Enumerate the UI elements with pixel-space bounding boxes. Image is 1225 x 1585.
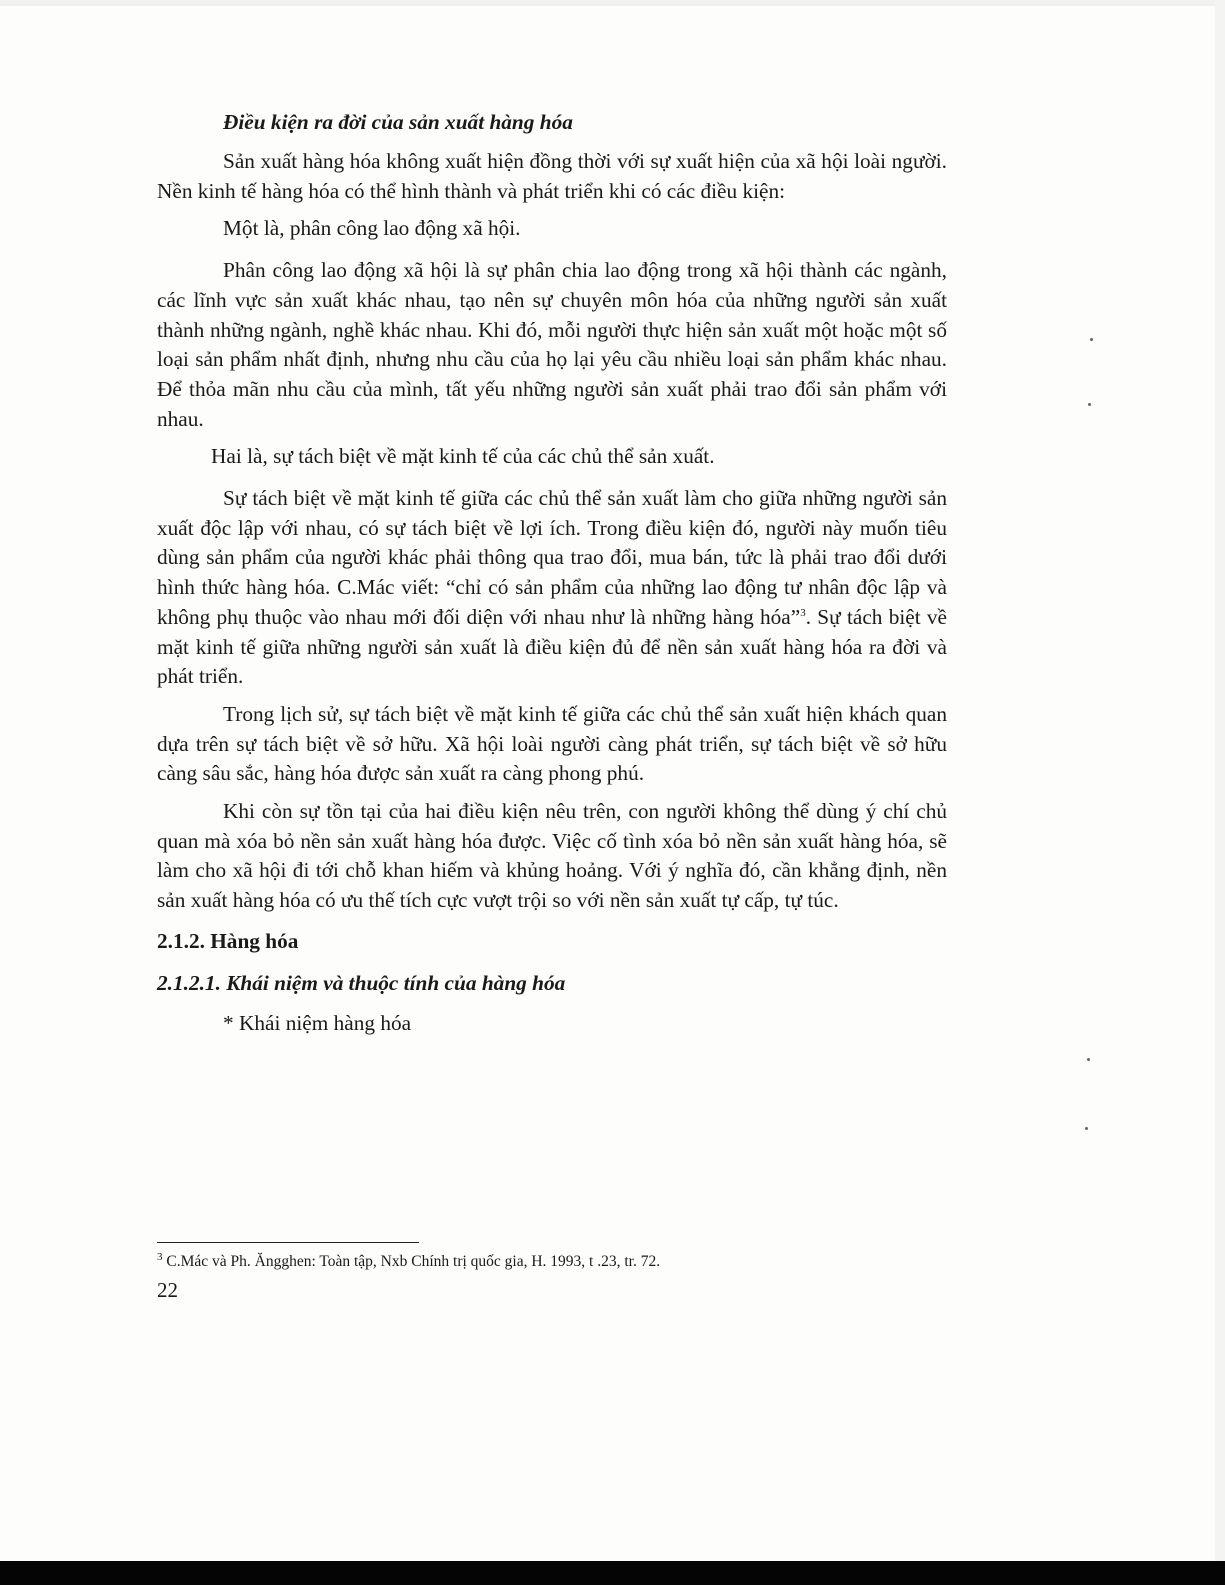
page-number: 22 [157, 1278, 178, 1302]
footnote-text: C.Mác và Ph. Ăngghen: Toàn tập, Nxb Chính trị quốc gia, H. 1993, t .23, tr. 72. [162, 1253, 661, 1270]
paragraph-economic-separation-part1: Sự tách biệt về mặt kinh tế giữa các chủ thể sản xuất làm cho giữa những người sản xuất độc lập với nhau, có sự tách biệt về lợi ích. Trong điều kiện đó, người này muốn tiêu dùng sản phẩm của người khác phải thông qua trao đổi, mua bán, tức là phải trao đổi dưới hình thức hàng hóa. C.Mác viết: “chỉ có sản phẩm của những lao động tư nhân độc lập và không phụ thuộc vào nhau mới đối diện với nhau như là những hàng hóa” [157, 486, 947, 629]
footnote [157, 1252, 660, 1272]
paragraph-economic-separation [157, 484, 947, 692]
scan-speck [1088, 403, 1091, 406]
subsection-title: 2.1.2.1. Khái niệm và thuộc tính của hàng hóa [157, 970, 566, 995]
paragraph-economic-separation-part2: . Sự tách biệt về mặt kinh tế giữa những người sản xuất là điều kiện đủ để nền sản xuất hàng hóa ra đời và phát triển. [157, 604, 948, 689]
paragraph-intro: Sản xuất hàng hóa không xuất hiện đồng thời với sự xuất hiện của xã hội loài người. Nền kinh tế hàng hóa có thể hình thành và phát triển khi có các điều kiện: [157, 149, 947, 203]
bullet-item: * Khái niệm hàng hóa [223, 1010, 412, 1035]
paragraph-condition-two: Hai là, sự tách biệt về mặt kinh tế của các chủ thể sản xuất. [211, 444, 715, 469]
scan-speck [1087, 1058, 1090, 1061]
scan-edge-right [1215, 0, 1225, 1561]
paragraph-history: Trong lịch sử, sự tách biệt về mặt kinh tế giữa các chủ thể sản xuất hiện khách quan dựa trên sự tách biệt về sở hữu. Xã hội loài người càng phát triển, sự tách biệt về sở hữu càng sâu sắc, hàng hóa được sản xuất ra càng phong phú. [157, 701, 947, 786]
scan-speck [1090, 338, 1093, 341]
footnote-divider [157, 1242, 419, 1243]
paragraph-conclusion: Khi còn sự tồn tại của hai điều kiện nêu trên, con người không thể dùng ý chí chủ quan mà xóa bỏ nền sản xuất hàng hóa được. Việc cố tình xóa bỏ nền sản xuất hàng hóa, sẽ làm cho xã hội đi tới chỗ khan hiếm và khủng hoảng. Với ý nghĩa đó, cần khẳng định, nền sản xuất hàng hóa có ưu thế tích cực vượt trội so với nền sản xuất tự cấp, tự túc. [157, 799, 947, 913]
section-title: 2.1.2. Hàng hóa [157, 928, 299, 953]
scan-speck [1085, 1127, 1088, 1130]
section-heading: Điều kiện ra đời của sản xuất hàng hóa [223, 110, 573, 134]
footnote-marker: 3 [157, 1250, 163, 1263]
paragraph-condition-one: Một là, phân công lao động xã hội. [223, 216, 521, 241]
footnote-ref: 3 [800, 606, 806, 619]
scan-edge-top [0, 0, 1225, 6]
page-body [157, 103, 947, 1040]
paragraph-division-of-labor: Phân công lao động xã hội là sự phân chia lao động trong xã hội thành các ngành, các lĩnh vực sản xuất khác nhau, tạo nên sự chuyên môn hóa của những người sản xuất thành những ngành, nghề khác nhau. Khi đó, mỗi người thực hiện sản xuất một hoặc một số loại sản phẩm nhất định, nhưng nhu cầu của họ lại yêu cầu nhiều loại sản phẩm khác nhau. Để thỏa mãn nhu cầu của mình, tất yếu những người sản xuất phải trao đổi sản phẩm với nhau. [157, 258, 947, 431]
scan-edge-bottom [0, 1561, 1225, 1585]
